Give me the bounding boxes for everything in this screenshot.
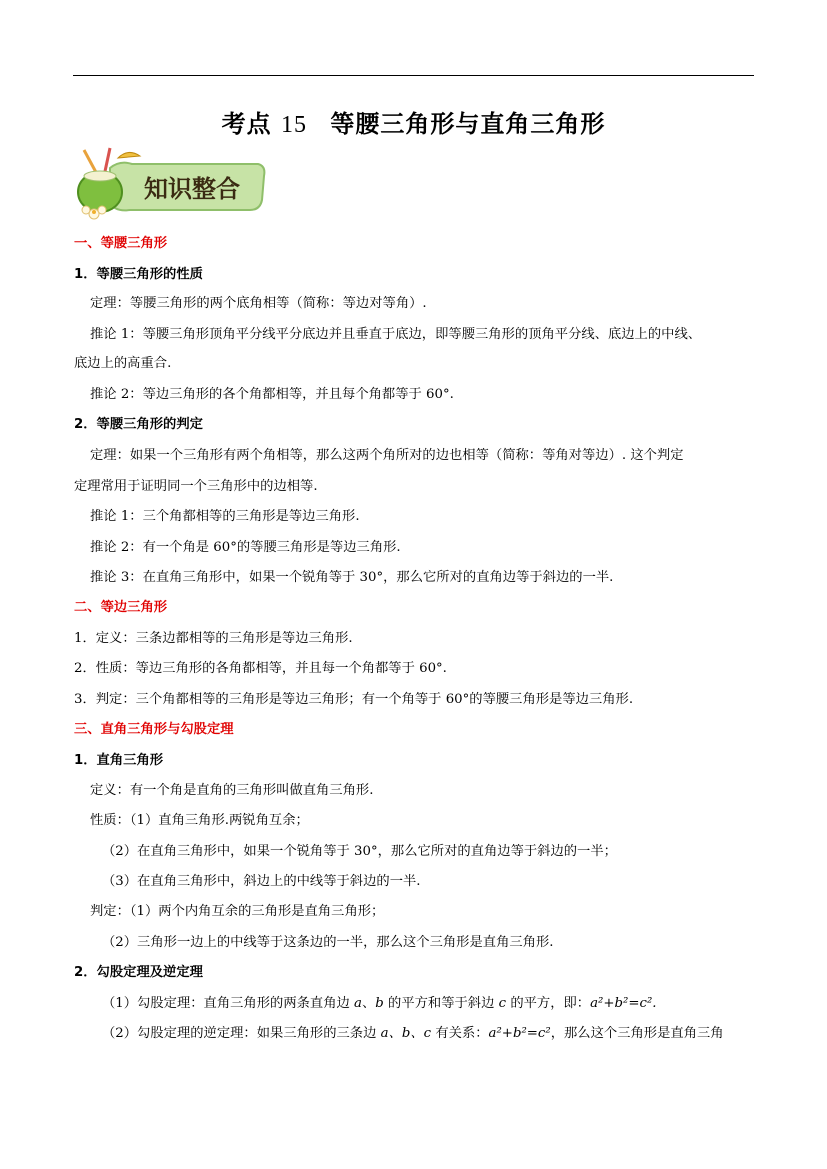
paragraph: 判定：（1）两个内角互余的三角形是直角三角形； xyxy=(90,904,385,919)
knowledge-banner xyxy=(70,146,270,222)
pythagorean-converse xyxy=(102,1025,724,1043)
section3-heading: 三、直角三角形与勾股定理 xyxy=(74,722,234,737)
var-b: b xyxy=(375,996,384,1011)
section2-heading: 二、等边三角形 xyxy=(74,600,168,615)
text: 的平方，即： xyxy=(510,996,591,1011)
paragraph: 推论 3：在直角三角形中，如果一个锐角等于 30°，那么它所对的直角边等于斜边的一半. xyxy=(90,570,614,585)
text: （1）勾股定理：直角三角形的两条直角边 xyxy=(102,996,350,1011)
vars-abc: a、b、c xyxy=(380,1026,432,1041)
title-number: 15 xyxy=(281,112,307,138)
paragraph: （3）在直角三角形中，斜边上的中线等于斜边的一半. xyxy=(102,874,421,889)
var-c: c xyxy=(498,996,507,1011)
paragraph: 推论 2：有一个角是 60°的等腰三角形是等边三角形. xyxy=(90,540,401,555)
page-title xyxy=(0,104,827,139)
paragraph: 定理：如果一个三角形有两个角相等，那么这两个角所对的边也相等（简称：等角对等边）. 这个判定 xyxy=(90,448,684,463)
title-prefix: 考点 xyxy=(221,110,272,138)
paragraph: 推论 1：等腰三角形顶角平分线平分底边并且垂直于底边，即等腰三角形的顶角平分线、底边上的中线、 xyxy=(90,327,702,342)
formula: a²+b²=c². xyxy=(590,996,657,1011)
var-a: a xyxy=(354,996,362,1011)
paragraph: 推论 2：等边三角形的各个角都相等，并且每个角都等于 60°. xyxy=(90,387,454,402)
text: 有关系： xyxy=(435,1026,489,1041)
text: 的平方和等于斜边 xyxy=(388,996,495,1011)
paragraph: 定义：有一个角是直角的三角形叫做直角三角形. xyxy=(90,783,374,798)
text: 、 xyxy=(361,996,376,1011)
paragraph: 1．定义：三条边都相等的三角形是等边三角形. xyxy=(74,631,353,646)
formula: a²+b²=c² xyxy=(488,1026,551,1041)
section1-sub1-heading: 1．等腰三角形的性质 xyxy=(74,267,203,282)
paragraph: 推论 1：三个角都相等的三角形是等边三角形. xyxy=(90,509,360,524)
paragraph: （2）三角形一边上的中线等于这条边的一半，那么这个三角形是直角三角形. xyxy=(102,935,554,950)
pythagorean-theorem xyxy=(102,995,657,1013)
banner-label: 知识整合 xyxy=(144,175,240,203)
section3-sub2-heading: 2．勾股定理及逆定理 xyxy=(74,965,203,980)
paragraph: 2．性质：等边三角形的各角都相等，并且每一个角都等于 60°. xyxy=(74,661,447,676)
banner-graphic xyxy=(70,146,270,222)
paragraph: 定理：等腰三角形的两个底角相等（简称：等边对等角）. xyxy=(90,296,427,311)
paragraph: （2）在直角三角形中，如果一个锐角等于 30°，那么它所对的直角边等于斜边的一半； xyxy=(102,844,617,859)
text: ，那么这个三角形是直角三角 xyxy=(550,1026,724,1041)
paragraph: 3．判定：三个角都相等的三角形是等边三角形；有一个角等于 60°的等腰三角形是等边三角形. xyxy=(74,692,634,707)
section1-sub2-heading: 2．等腰三角形的判定 xyxy=(74,417,203,432)
title-main: 等腰三角形与直角三角形 xyxy=(330,110,606,138)
paragraph: 底边上的高重合. xyxy=(74,356,172,371)
paragraph: 定理常用于证明同一个三角形中的边相等. xyxy=(74,479,318,494)
section1-heading: 一、等腰三角形 xyxy=(74,236,168,251)
header-rule xyxy=(73,75,754,76)
paragraph: 性质：（1）直角三角形.两锐角互余； xyxy=(90,813,309,828)
section3-sub1-heading: 1．直角三角形 xyxy=(74,753,164,768)
umbrella-icon xyxy=(118,152,140,158)
text: （2）勾股定理的逆定理：如果三角形的三条边 xyxy=(102,1026,377,1041)
